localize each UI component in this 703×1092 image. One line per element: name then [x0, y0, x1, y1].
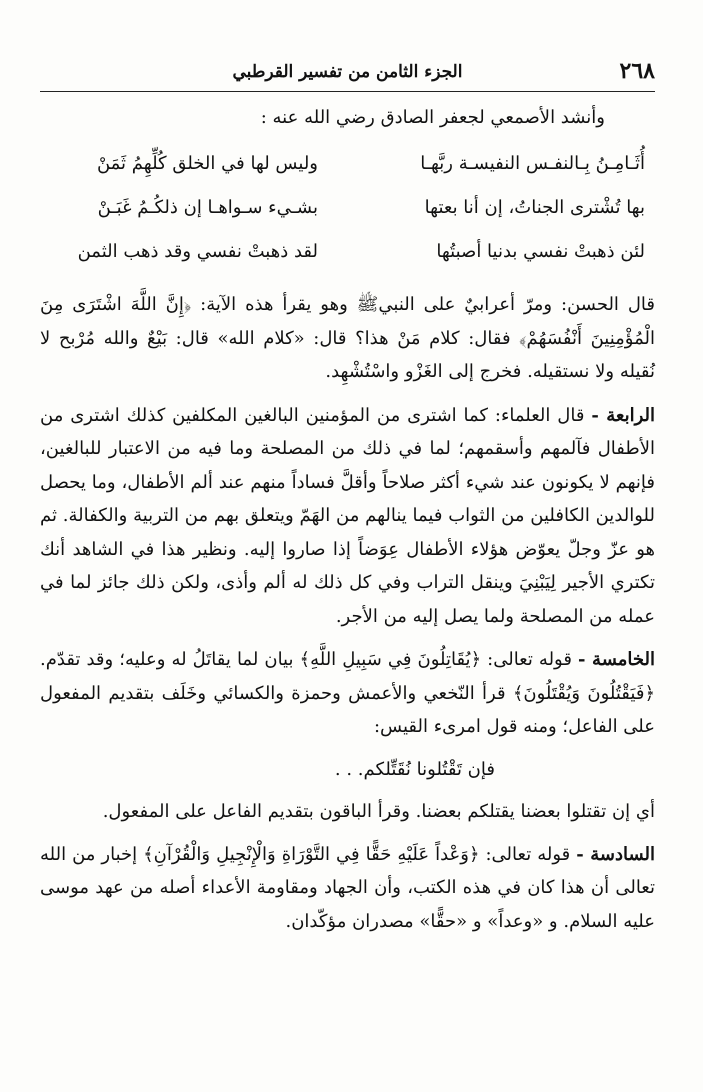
poem-verse: [40, 186, 655, 230]
paragraph-sixth: [40, 838, 655, 939]
verse-second-hemistich: بشـيء سـواهـا إن ذلكُـمُ غَبَـنْ: [97, 197, 318, 218]
paragraph-fifth: [40, 643, 655, 744]
section-heading-fourth: الرابعة -: [591, 404, 655, 426]
poem: [40, 142, 655, 274]
running-title: الجزء الثامن من تفسير القرطبي: [232, 62, 463, 82]
page-header: [40, 52, 655, 92]
paragraph-fifth-text: قوله تعالى: ﴿يُقَاتِلُونَ فِي سَبِيلِ اللَّهِ﴾ بيان لما يقاتَلُ له وعليه؛ وقد تقدّم. ﴿فَيَقْتُلُونَ وَيُقْتَلُونَ﴾ قرأ النّخعي والأعمش وحمزة والكسائي وخَلَف بتقديم المفعول على الفاعل؛ ومنه قول امرىء القيس:: [40, 649, 655, 737]
section-heading-sixth: السادسة -: [576, 843, 656, 865]
verse-quote: فإن تَقْتُلونا نُقَتِّلكم. . .: [334, 758, 495, 780]
page-body: [40, 102, 655, 948]
verse-second-hemistich: لقد ذهبتْ نفسي وقد ذهب الثمن: [77, 241, 318, 262]
poem-verse: [40, 230, 655, 274]
explanation-line: أي إن تقتلوا بعضنا يقتلكم بعضنا. وقرأ الباقون بتقديم الفاعل على المفعول.: [102, 800, 655, 822]
verse-first-hemistich: أُثَـامِـنُ بِـالنفـس النفيسـة ربَّهـا: [420, 153, 645, 174]
paragraph-sixth-text: قوله تعالى: ﴿وَعْداً عَلَيْهِ حَقًّا فِي التَّوْرَاةِ وَالْإِنْجِيلِ وَالْقُرْآنِ﴾ إخبار من الله تعالى أن هذا كان في هذه الكتب، وأن الجهاد ومقاومة الأعداء أصله من عهد موسى عليه السلام. و «وعداً» و «حقًّا» مصدران مؤكّدان.: [40, 843, 655, 932]
poem-intro: وأنشد الأصمعي لجعفر الصادق رضي الله عنه :: [260, 107, 605, 128]
paragraph-fourth-text: قال العلماء: كما اشترى من المؤمنين البالغين المكلفين كذلك اشترى من الأطفال فآلمهم وأسقمهم؛ لما في ذلك من المصلحة وما فيه من الاعتبار للبالغين، فإنهم لا يكونون عند شيء أكثر صلاحاً وأقلَّ فساداً منهم عند ألم الأطفال، وما يحصل للوالدين الكافلين من الثواب فيما ينالهم من الهَمّ ويتعلق بهم من التربية والكفالة. ثم هو عزّ وجلّ يعوّض هؤلاء الأطفال عِوَضاً إذا صاروا إليه. ونظير هذا في الشاهد أنك تكتري الأجير لِيَبْنِيَ وينقل التراب وفي كل ذلك له ألم وأذى، ولكن ذلك جائز لما في عمله من المصلحة ولما يصل إليه من الأجر.: [40, 404, 655, 627]
paragraph-hasan: قال الحسن: ومرّ أعرابيٌ على النبيﷺ وهو يقرأ هذه الآية: ﴿إِنَّ اللَّهَ اشْتَرَى مِنَ الْمُؤْمِنِينَ أَنْفُسَهُمْ﴾ فقال: كلام مَنْ هذا؟ قال: «كلام الله» قال: بَيْعٌ والله مُرْبح لا نُقيله ولا نستقيله. فخرج إلى الغَزْو واسْتُشْهِد.: [40, 294, 655, 382]
poem-verse: [40, 142, 655, 186]
section-heading-fifth: الخامسة -: [578, 649, 655, 670]
verse-first-hemistich: لئن ذهبتْ نفسي بدنيا أصبتُها: [436, 241, 645, 262]
verse-second-hemistich: وليس لها في الخلق كُلِّهِمُ ثَمَنْ: [96, 153, 318, 174]
verse-first-hemistich: بها تُشْترى الجناتُ، إن أنا بعتها: [424, 197, 645, 218]
paragraph-fourth: [40, 399, 655, 634]
page-number: ٢٦٨: [619, 58, 655, 84]
